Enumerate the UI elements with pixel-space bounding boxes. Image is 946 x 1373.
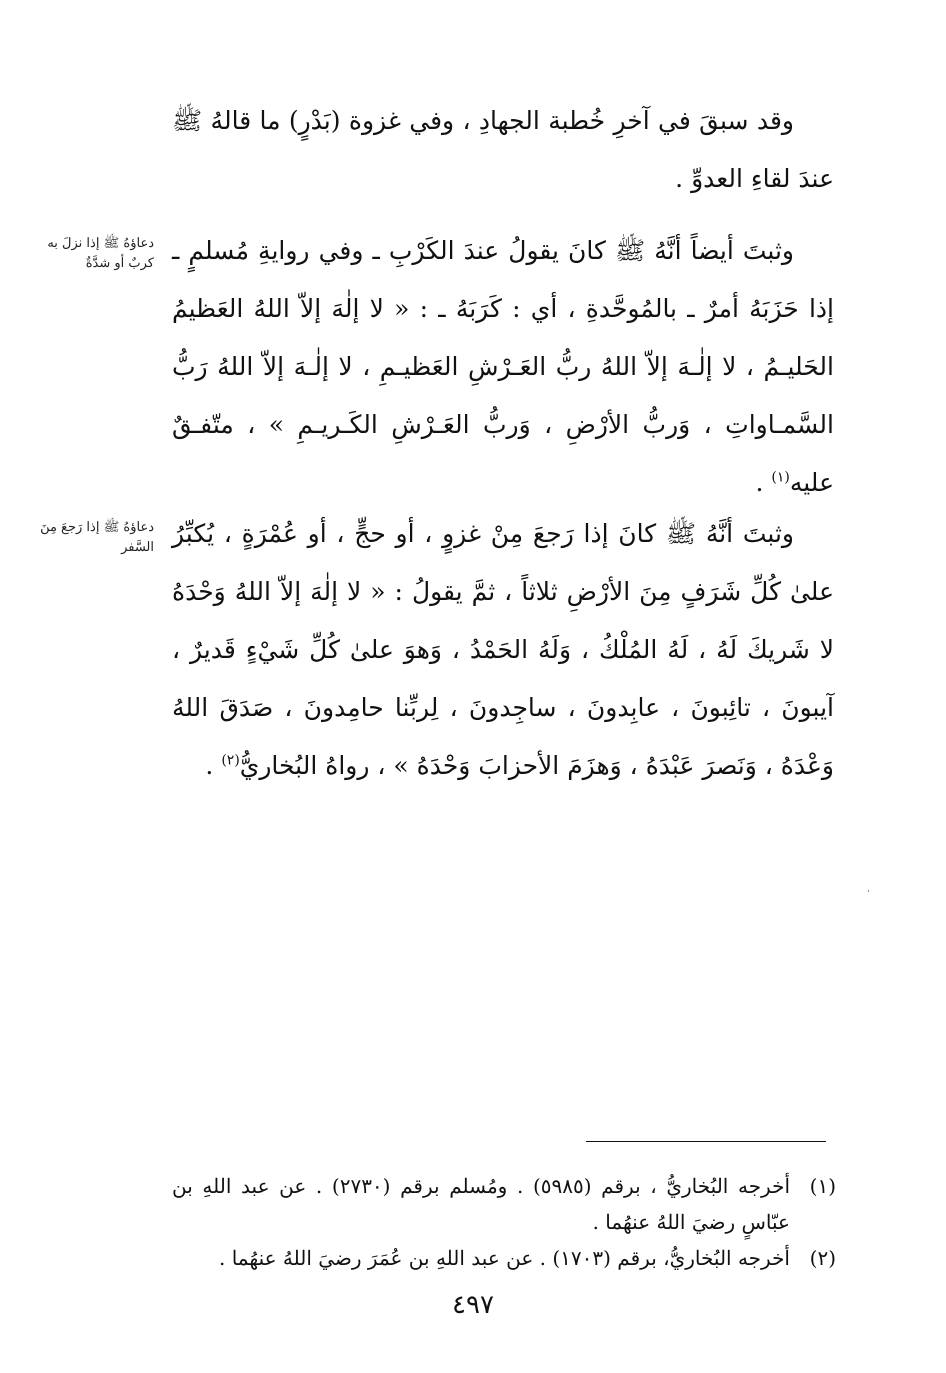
paragraph-badr: [172, 92, 834, 208]
footnote-1: [172, 1168, 836, 1240]
footnote-1-number: (١): [809, 1174, 836, 1198]
paragraph-distress-prayer: [172, 222, 834, 512]
paragraph-return-prayer: [172, 505, 834, 795]
paragraph-3-tail: .: [205, 751, 222, 780]
footnote-2: [172, 1240, 836, 1276]
footnote-2-text: أخرجه البُخاريُّ، برقم (١٧٠٣) . عن عبد اللهِ بن عُمَرَ رضيَ اللهُ عنهُما .: [218, 1246, 790, 1270]
footnote-1-text: أخرجه البُخاريُّ ، برقم (٥٩٨٥) . ومُسلم برقم (٢٧٣٠) . عن عبد اللهِ بن عبّاسٍ رضيَ اللهُ عنهُما .: [172, 1174, 791, 1234]
page-number: ٤٩٧: [452, 1290, 494, 1320]
footnote-ref-1[interactable]: (١): [771, 469, 790, 486]
paragraph-1-text: وقد سبقَ في آخرِ خُطبة الجهادِ ، وفي غزوة (بَدْرٍ) ما قالهُ ﷺ عندَ لقاءِ العدوِّ .: [172, 106, 834, 193]
paragraph-2-text: وثبتَ أيضاً أنَّهُ ﷺ كانَ يقولُ عندَ الكَرْبِ ـ وفي روايةِ مُسلمٍ ـ إذا حَزَبَهُ أمرٌ ـ بالمُوحَّدةِ ، أي : كَرَبَهُ ـ : « لا إلٰهَ إلاّ اللهُ العَظيمُ الحَليـمُ ، لا إلٰـهَ إلاّ اللهُ ربُّ العَـرْشِ العَظيـمِ ، لا إلٰـهَ إلاّ اللهُ رَبُّ السَّمـاواتِ ، وَربُّ الأرْضِ ، وَربُّ العَـرْشِ الكَـريـمِ » ، متّفـقٌ عليه: [172, 236, 834, 497]
footnote-2-number: (٢): [809, 1246, 836, 1270]
footnotes-section: [172, 1168, 836, 1276]
side-note-return-travel: دعاؤهُ ﷺ إذا رَجعَ مِنَ السَّفر: [40, 520, 154, 555]
stray-mark: ،: [866, 884, 870, 895]
footnote-divider: [586, 1141, 826, 1142]
paragraph-2-tail: .: [755, 468, 772, 497]
paragraph-3-text: وثبتَ أنَّهُ ﷺ كانَ إذا رَجعَ مِنْ غزوٍ ، أو حجٍّ ، أو عُمْرَةٍ ، يُكبِّرُ علىٰ كُلِّ شَرَفٍ مِنَ الأرْضِ ثلاثاً ، ثمَّ يقولُ : « لا إلٰهَ إلاّ اللهُ وَحْدَهُ لا شَريكَ لَهُ ، لَهُ المُلْكُ ، وَلَهُ الحَمْدُ ، وَهوَ علىٰ كُلِّ شَيْءٍ قَديرٌ ، آيبونَ ، تائِبونَ ، عابِدونَ ، ساجِدونَ ، لِربِّنا حامِدونَ ، صَدَقَ اللهُ وَعْدَهُ ، وَنَصرَ عَبْدَهُ ، وَهزَمَ الأحزابَ وَحْدَهُ » ، رواهُ البُخاريُّ: [172, 519, 834, 780]
footnote-ref-2[interactable]: (٢): [221, 752, 240, 769]
side-note-distress: دعاؤهُ ﷺ إذا نزلَ به كربٌ أو شدَّةٌ: [47, 236, 154, 271]
